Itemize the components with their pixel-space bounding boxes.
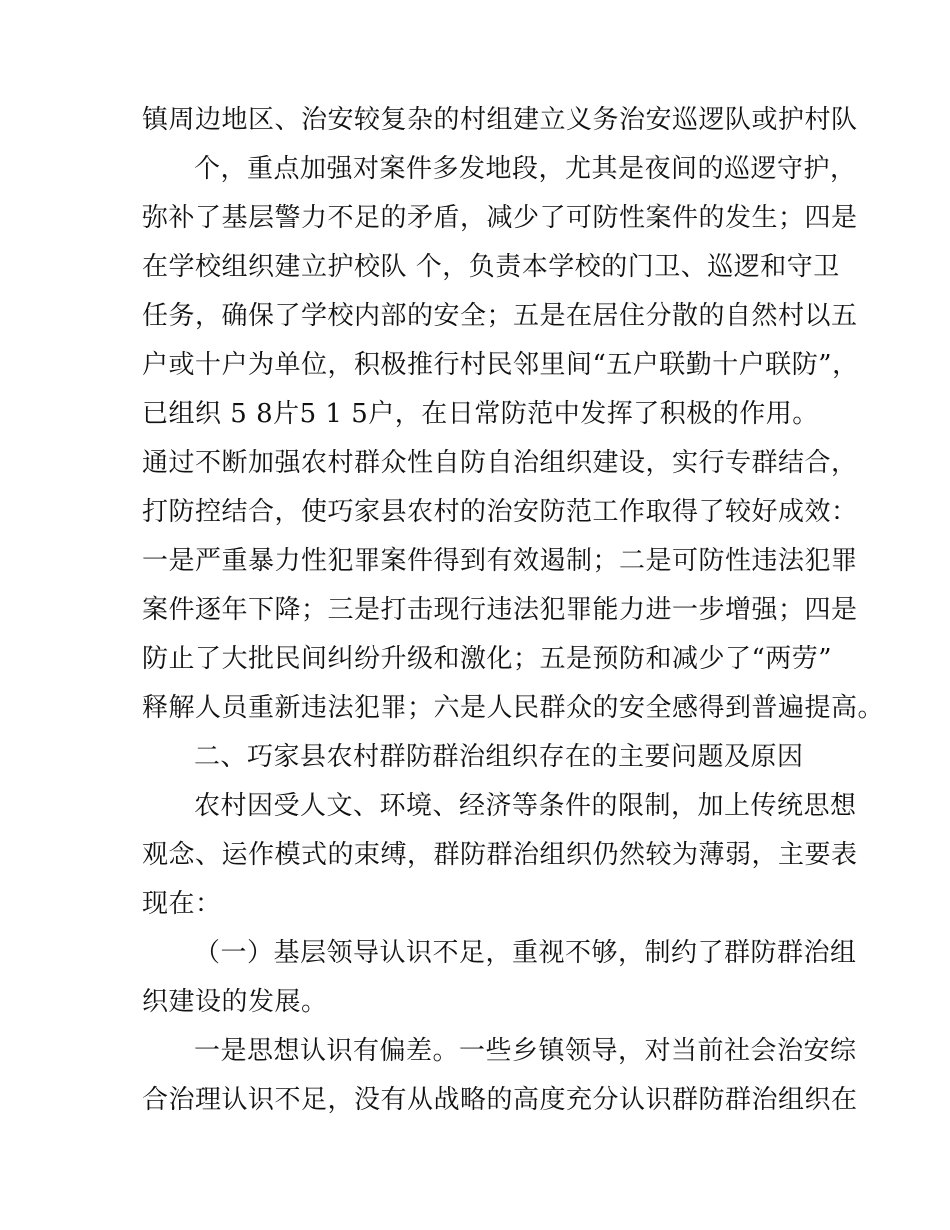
text-line-3: 弥补了基层警力不足的矛盾，减少了可防性案件的发生；四是 [142,203,858,233]
text-line-13: 释解人员重新违法犯罪；六是人民群众的安全感得到普遍提高。 [142,693,885,723]
text-line-7: 已组织 5 8片5 1 5户，在日常防范中发挥了积极的作用。 [142,399,819,429]
subsection-heading: （一）基层领导认识不足，重视不够，制约了群防群治组 [194,938,857,968]
text-line-2: 个，重点加强对案件多发地段，尤其是夜间的巡逻守护， [194,154,857,184]
text-line-21: 合治理认识不足，没有从战略的高度充分认识群防群治组织在 [142,1085,858,1115]
text-line-4: 在学校组织建立护校队 个，负责本学校的门卫、巡逻和守卫 [142,252,840,282]
text-line-9: 打防控结合，使巧家县农村的治安防范工作取得了较好成效： [142,497,858,527]
text-line-8: 通过不断加强农村群众性自防自治组织建设，实行专群结合， [142,448,858,478]
text-line-15: 农村因受人文、环境、经济等条件的限制，加上传统思想 [194,791,857,821]
text-line-19: 织建设的发展。 [142,987,328,1017]
text-line-20: 一是思想认识有偏差。一些乡镇领导，对当前社会治安综 [194,1036,857,1066]
text-line-16: 观念、运作模式的束缚，群防群治组织仍然较为薄弱，主要表 [142,840,858,870]
text-line-5: 任务，确保了学校内部的安全；五是在居住分散的自然村以五 [142,301,858,331]
text-line-1: 镇周边地区、治安较复杂的村组建立义务治安巡逻队或护村队 [142,105,858,135]
text-line-6: 户或十户为单位，积极推行村民邻里间“五户联勤十户联防”， [142,350,859,380]
text-line-11: 案件逐年下降；三是打击现行违法犯罪能力进一步增强；四是 [142,595,858,625]
section-heading: 二、巧家县农村群防群治组织存在的主要问题及原因 [194,742,804,772]
text-line-12: 防止了大批民间纠纷升级和激化；五是预防和减少了“两劳” [142,644,833,674]
text-line-17: 现在： [142,889,222,919]
text-line-10: 一是严重暴力性犯罪案件得到有效遏制；二是可防性违法犯罪 [142,546,858,576]
